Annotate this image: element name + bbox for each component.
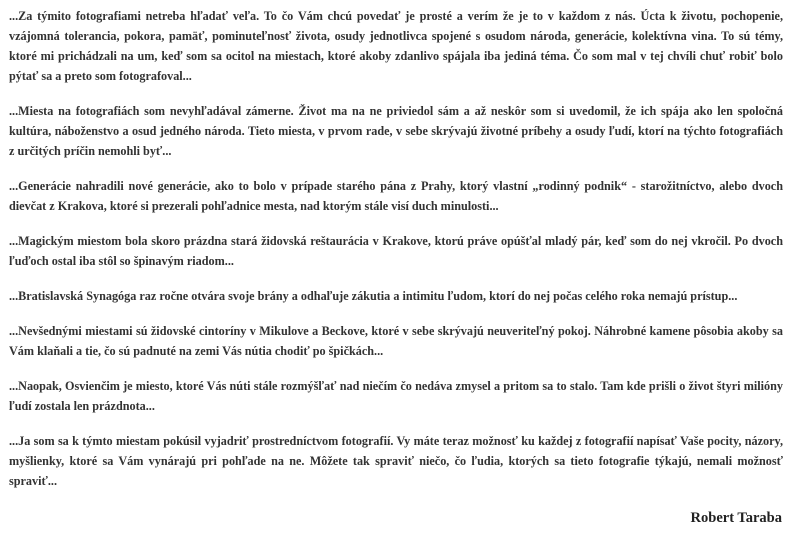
paragraph-6: ...Nevšednými miestami sú židovské cintoríny v Mikulove a Beckove, ktoré v sebe skrývajú neuveriteľný pokoj. Náhrobné kamene pôsobia akoby sa Vám klaňali a tie, čo sú padnuté na zemi Vás nútia chodiť po špičkách... [9,324,783,358]
paragraph-8: ...Ja som sa k týmto miestam pokúsil vyjadriť prostredníctvom fotografií. Vy máte teraz možnosť ku každej z fotografií napísať Vaše pocity, názory, myšlienky, ktoré sa Vám vynárajú pri pohľade na ne. Môžete tak spraviť niečo, čo ľudia, ktorých sa tieto fotografie týkajú, nemali možnosť spraviť... [9,434,783,488]
paragraph-3: ...Generácie nahradili nové generácie, ako to bolo v prípade starého pána z Prahy, ktorý vlastní „rodinný podnik“ - starožitníctvo, alebo dvoch dievčat z Krakova, ktoré si prezerali pohľadnice mesta, nad ktorým stále visí duch minulosti... [9,179,783,213]
paragraph-4: ...Magickým miestom bola skoro prázdna stará židovská reštaurácia v Krakove, ktorú práve opúšťal mladý pár, keď som do nej vkročil. Po dvoch ľuďoch ostal iba stôl so špinavým riadom... [9,234,783,268]
author-signature: Robert Taraba [690,510,782,526]
paragraph-7: ...Naopak, Osvienčim je miesto, ktoré Vás núti stále rozmýšľať nad niečím čo nedáva zmysel a pritom sa to stalo. Tam kde prišli o život štyri milióny ľudí zostala len prázdnota... [9,379,783,413]
paragraph-2: ...Miesta na fotografiách som nevyhľadával zámerne. Život ma na ne priviedol sám a až neskôr som si uvedomil, že ich spája ako len spoločná kultúra, náboženstvo a osud jedného národa. Tieto miesta, v prvom rade, v sebe skrývajú životné príbehy a osudy ľudí, ktorí na týchto fotografiách z určitých príčin nemohli byť... [9,104,783,158]
paragraph-5: ...Bratislavská Synagóga raz ročne otvára svoje brány a odhaľuje zákutia a intimitu ľudom, ktorí do nej počas celého roka nemajú prístup... [9,289,738,303]
paragraph-1: ...Za týmito fotografiami netreba hľadať veľa. To čo Vám chcú povedať je prosté a verím že je to v každom z nás. Úcta k životu, pochopenie, vzájomná tolerancia, pokora, pamäť, pominuteľnosť života, osudy jednotlivca spojené s osudom národa, generácie, kolektívna vina. To sú témy, ktoré mi prichádzali na um, keď som sa ocitol na miestach, ktoré akoby zdanlivo spájala iba jediná téma. Čo som mal v tej chvíli chuť robiť bolo pýtať sa a preto som fotografoval... [9,9,783,83]
document-body [9,6,783,506]
